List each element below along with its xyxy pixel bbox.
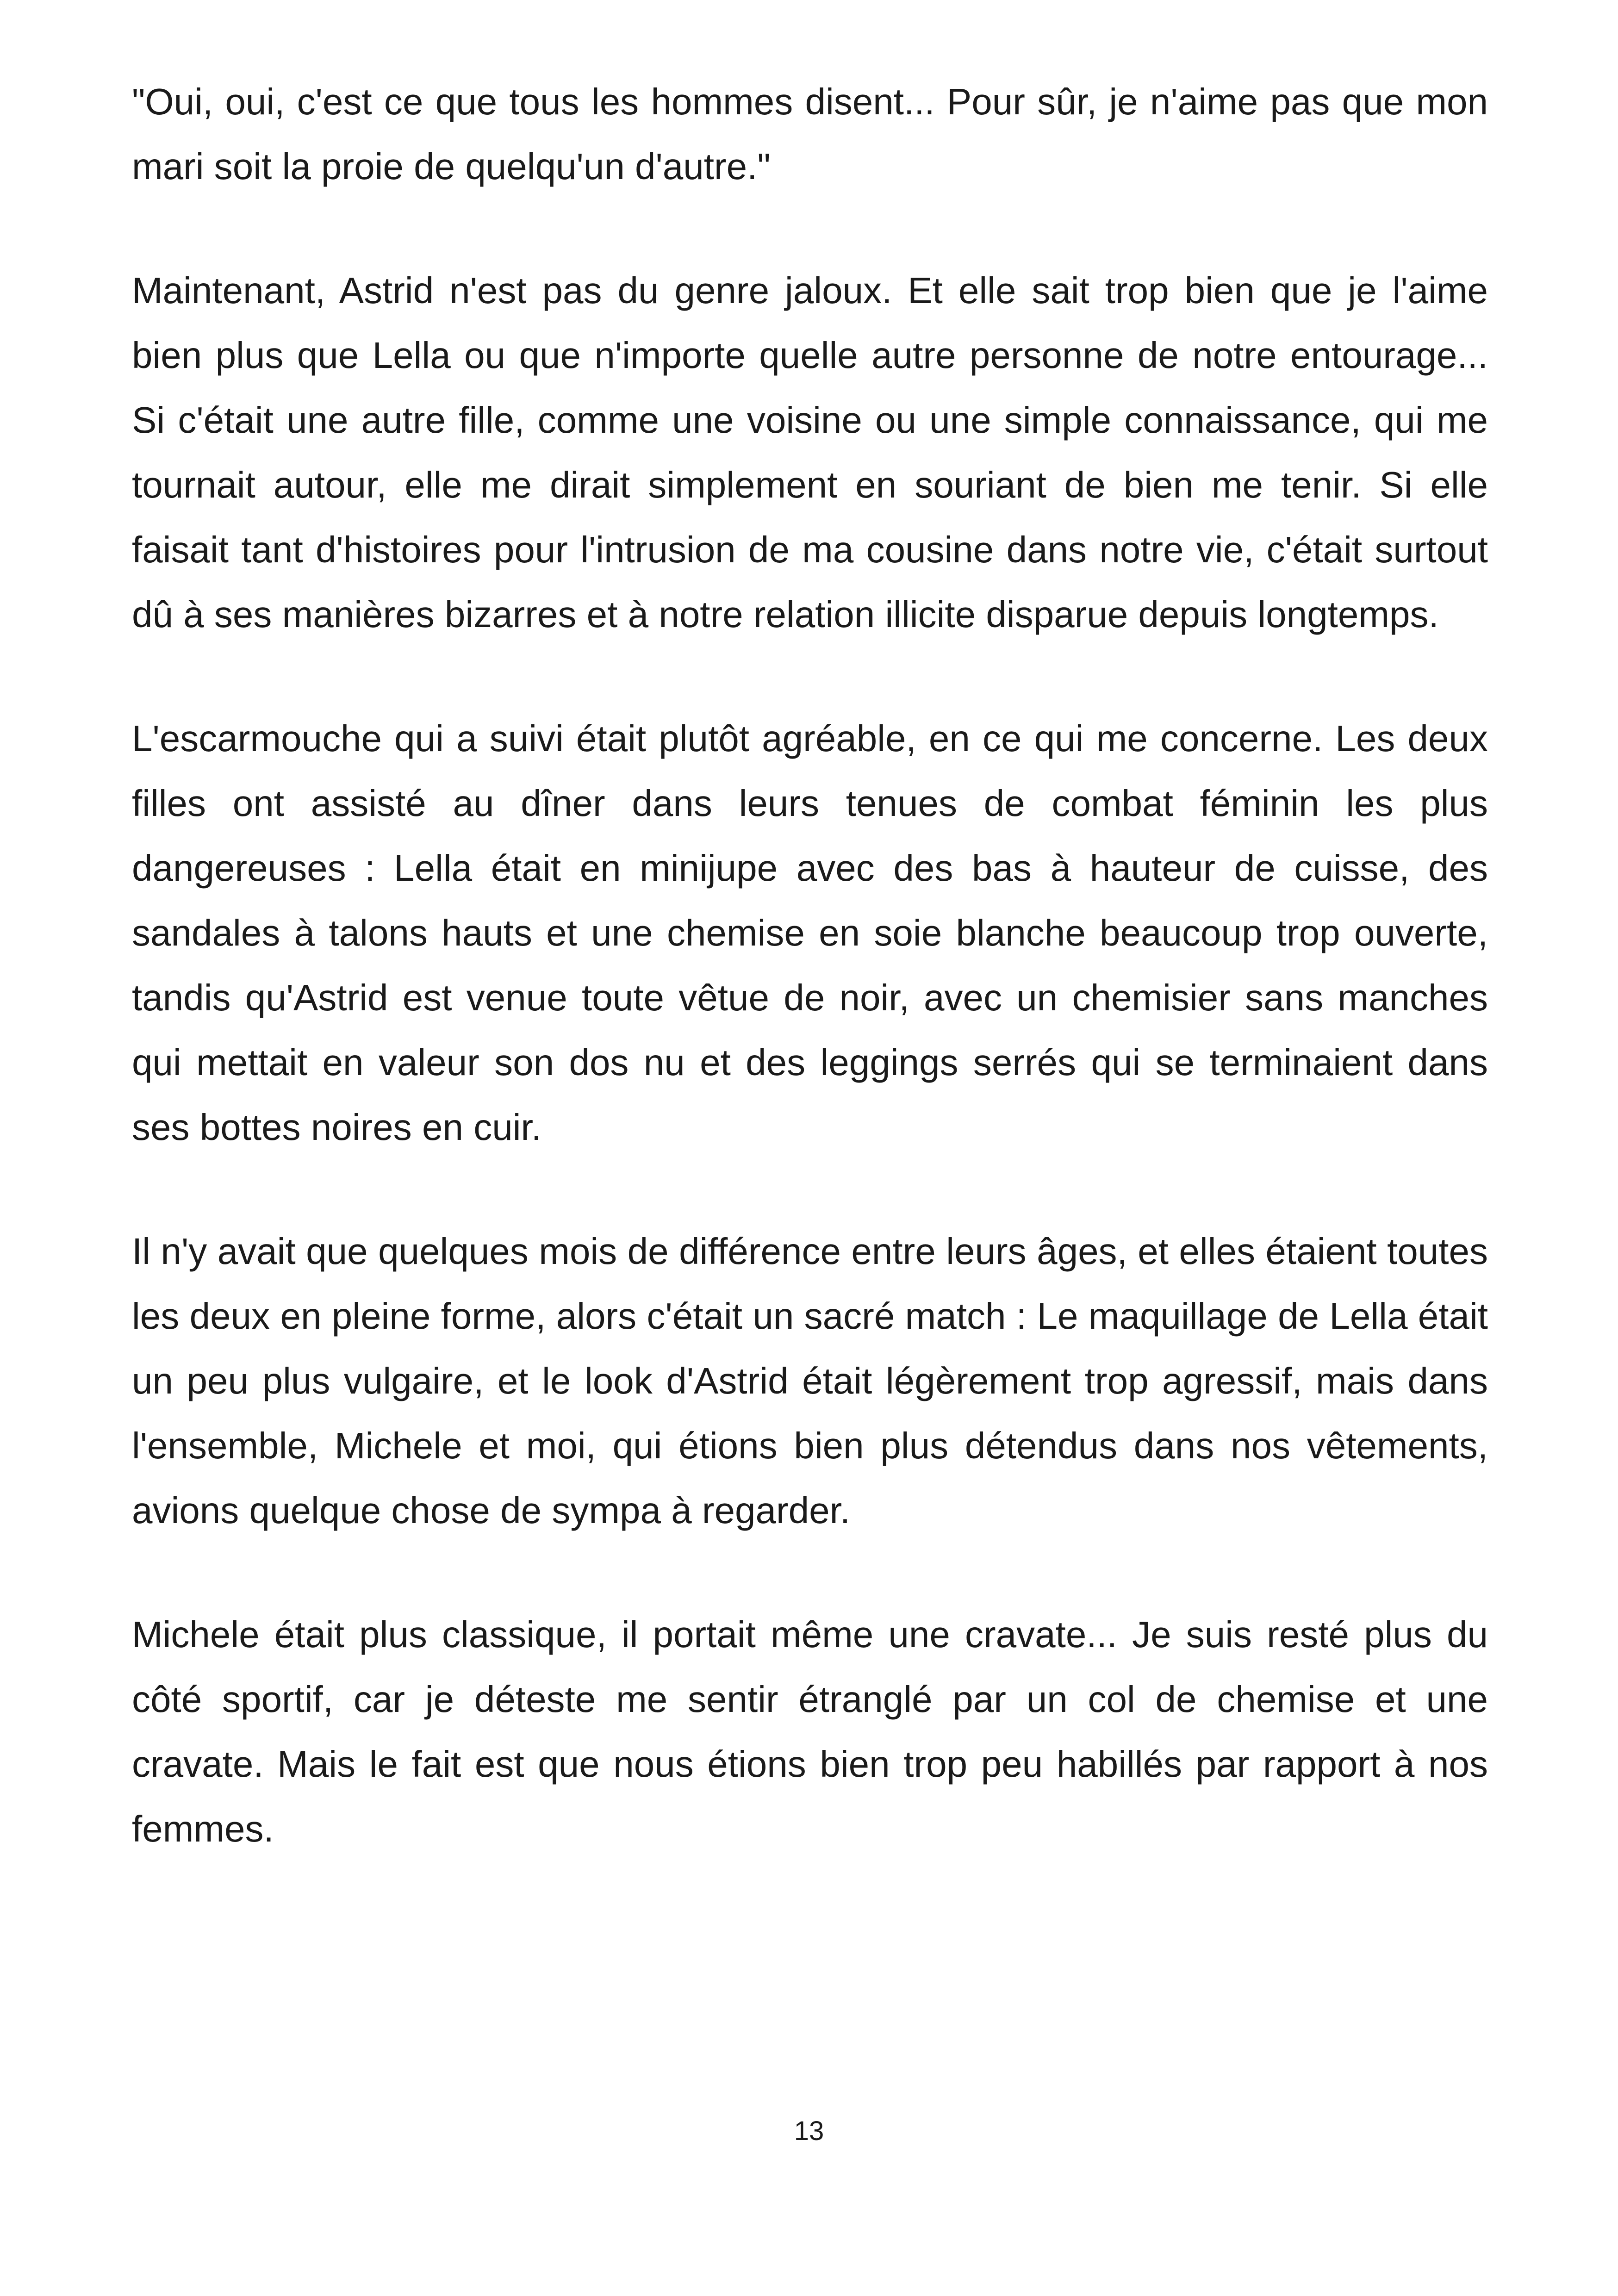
page-number: 13 <box>794 2116 824 2146</box>
paragraph-2: Maintenant, Astrid n'est pas du genre jaloux. Et elle sait trop bien que je l'aime bien plus que Lella ou que n'importe quelle autre personne de notre entourage... Si c'était une autre fille, comme une voisine ou une simple connaissance, qui me tournait autour, elle me dirait simplement en souriant de bien me tenir. Si elle faisait tant d'histoires pour l'intrusion de ma cousine dans notre vie, c'était surtout dû à ses manières bizarres et à notre relation illicite disparue depuis longtemps. <box>132 270 1488 635</box>
paragraph-1: "Oui, oui, c'est ce que tous les hommes disent... Pour sûr, je n'aime pas que mon mari soit la proie de quelqu'un d'autre." <box>132 81 1488 187</box>
paragraph-5: Michele était plus classique, il portait même une cravate... Je suis resté plus du côté sportif, car je déteste me sentir étranglé par un col de chemise et une cravate. Mais le fait est que nous étions bien trop peu habillés par rapport à nos femmes. <box>132 1614 1488 1849</box>
paragraph-4: Il n'y avait que quelques mois de différence entre leurs âges, et elles étaient toutes les deux en pleine forme, alors c'était un sacré match : Le maquillage de Lella était un peu plus vulgaire, et le look d'Astrid était légèrement trop agressif, mais dans l'ensemble, Michele et moi, qui étions bien plus détendus dans nos vêtements, avions quelque chose de sympa à regarder. <box>132 1231 1488 1531</box>
body-text <box>132 69 1488 1921</box>
paragraph-3: L'escarmouche qui a suivi était plutôt agréable, en ce qui me concerne. Les deux filles ont assisté au dîner dans leurs tenues de combat féminin les plus dangereuses : Lella était en minijupe avec des bas à hauteur de cuisse, des sandales à talons hauts et une chemise en soie blanche beaucoup trop ouverte, tandis qu'Astrid est venue toute vêtue de noir, avec un chemisier sans manches qui mettait en valeur son dos nu et des leggings serrés qui se terminaient dans ses bottes noires en cuir. <box>132 718 1488 1148</box>
